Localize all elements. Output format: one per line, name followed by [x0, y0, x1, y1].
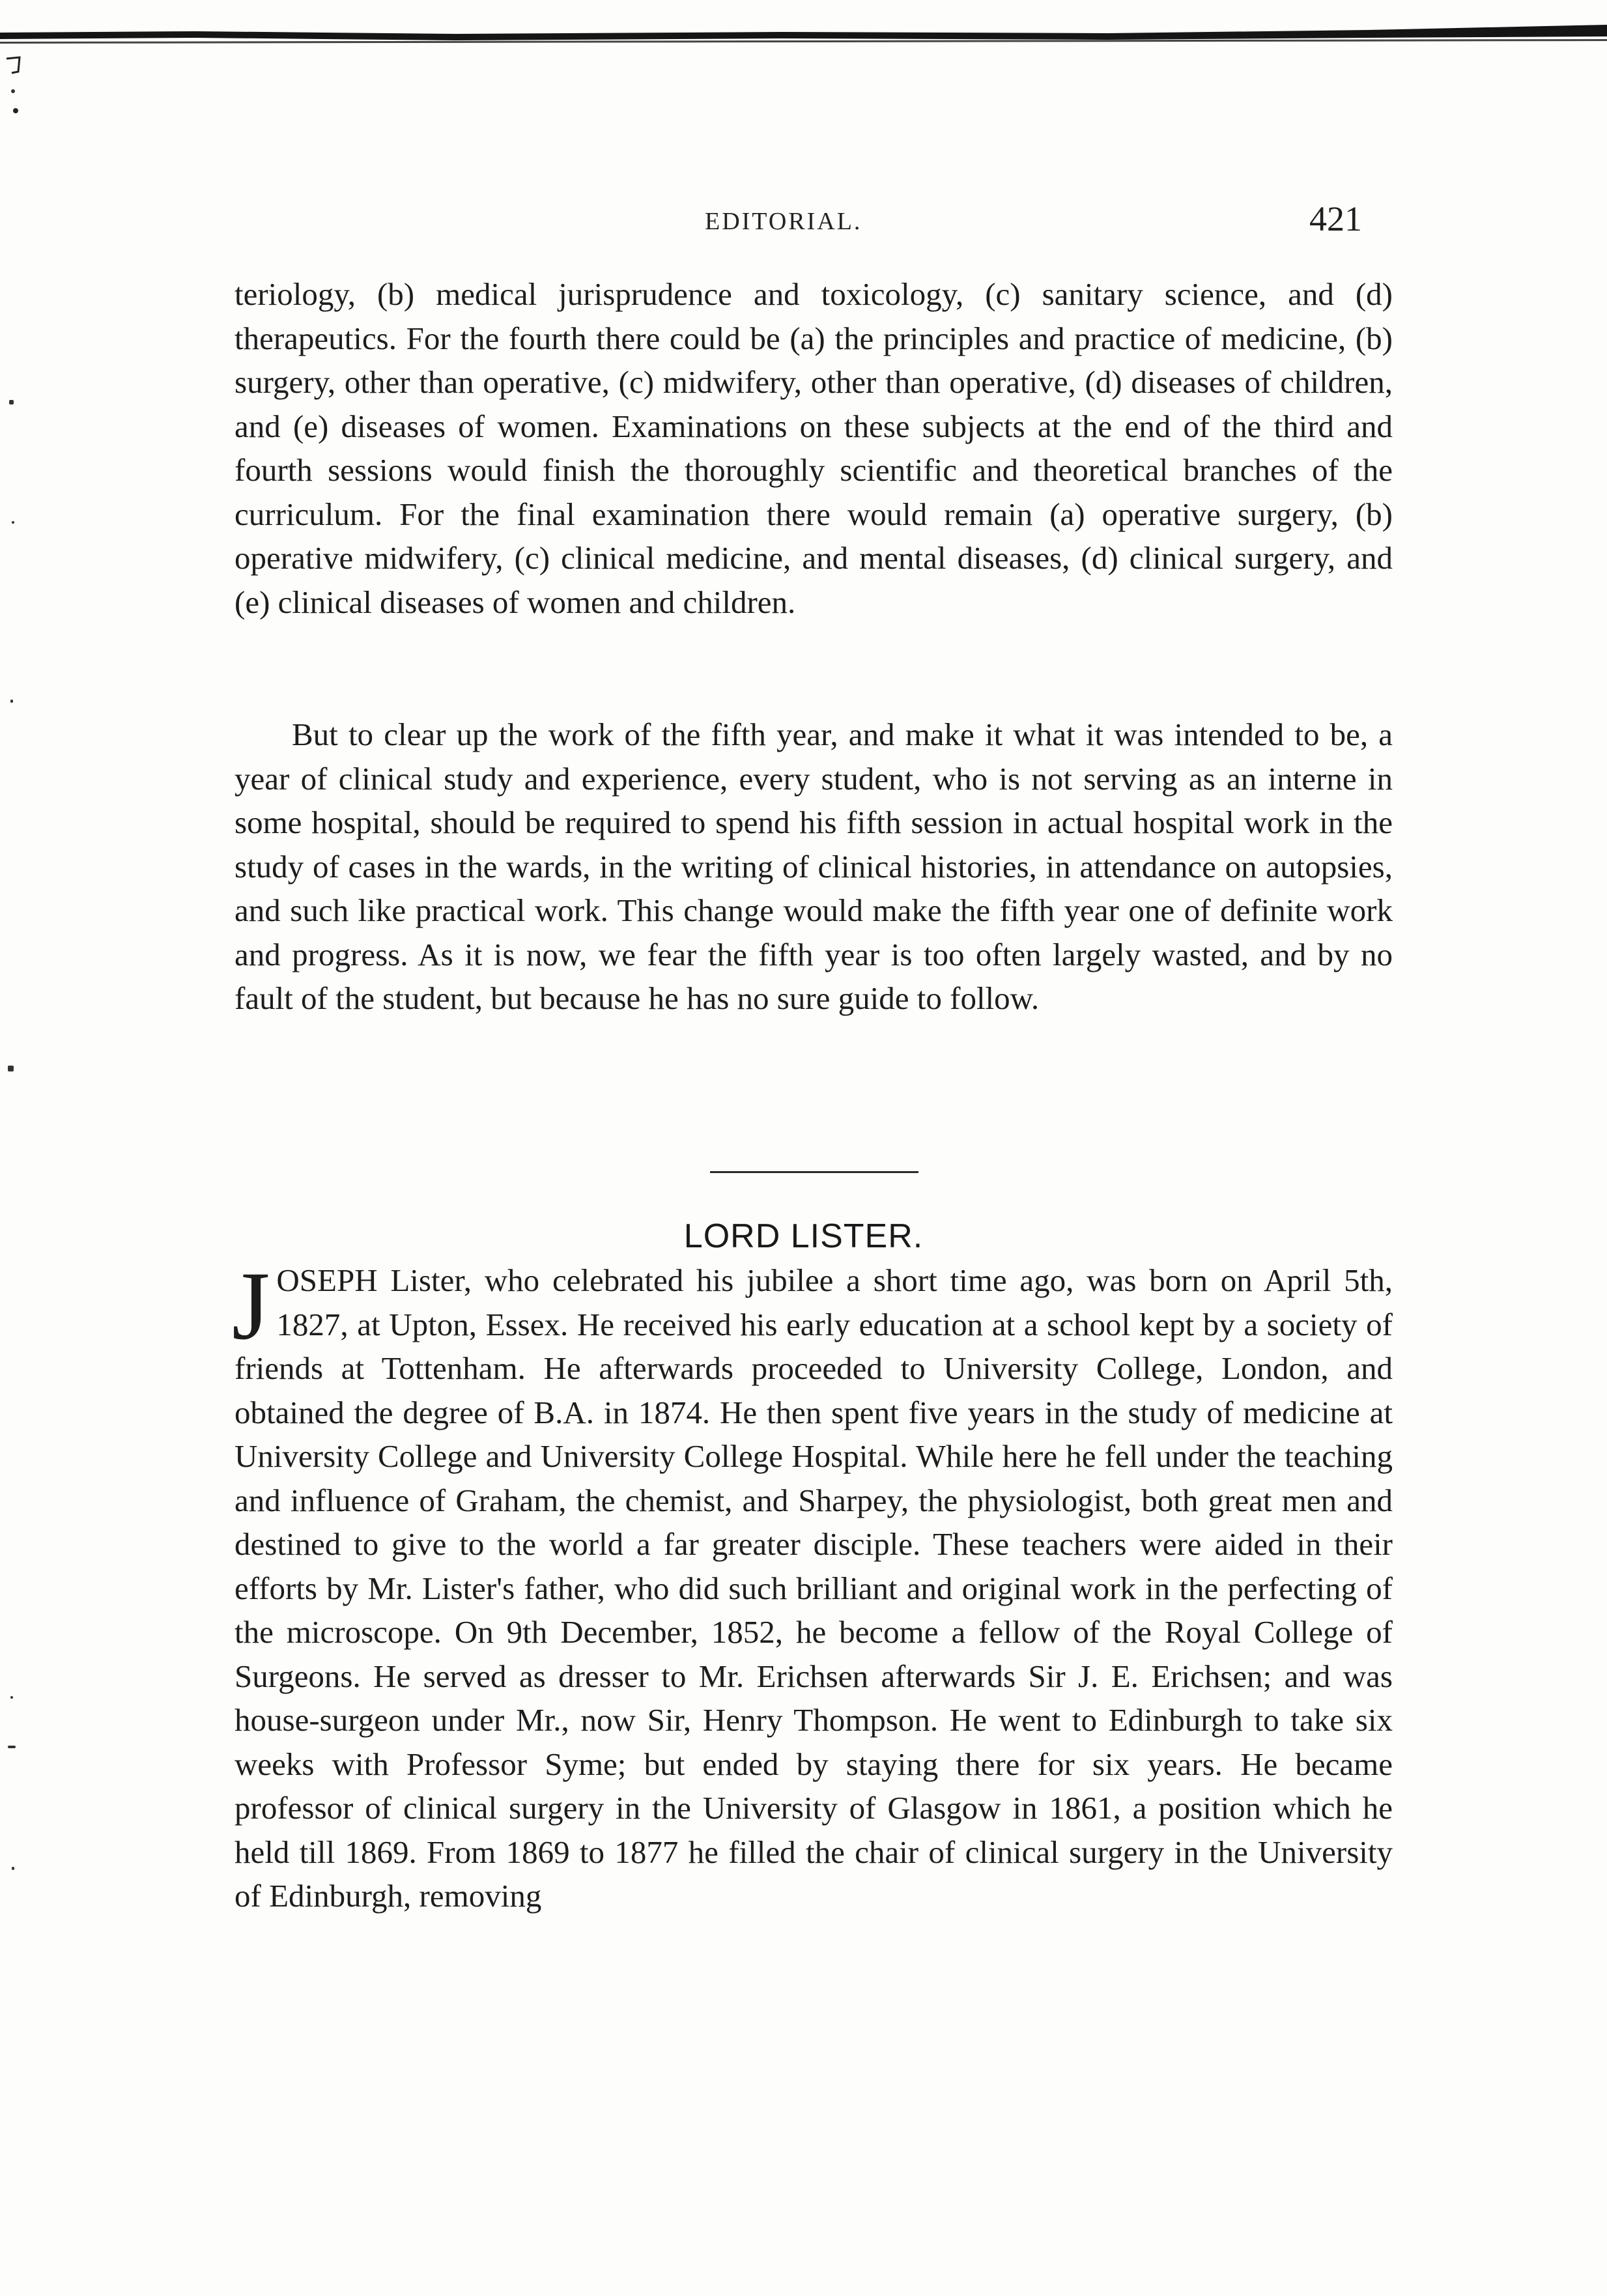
margin-mark	[8, 1746, 16, 1748]
section-title: LORD LISTER.	[683, 1217, 924, 1255]
paragraph-fifth-year	[235, 713, 1393, 1021]
section-divider	[710, 1171, 918, 1173]
margin-mark	[8, 1066, 14, 1071]
margin-mark	[12, 1867, 14, 1870]
lister-article-text: OSEPH Lister, who celebrated his jubilee a short time ago, was born on April 5th, 1827, at Upton, Essex. He received his early education at a school kept by a society of friends at Tottenham. He afterwards proceeded to University College, London, and obtained the degree of B.A. in 1874. He then spent five years in the study of medicine at University College and University College Hospital. While here he fell under the teaching and influence of Graham, the chemist, and Sharpey, the physiologist, both great men and destined to give to the world a far greater disciple. These teachers were aided in their efforts by Mr. Lister's father, who did such brilliant and original work in the perfecting of the microscope. On 9th December, 1852, he become a fellow of the Royal College of Surgeons. He served as dresser to Mr. Erichsen afterwards Sir J. E. Erichsen; and was house-surgeon under Mr., now Sir, Henry Thompson. He went to Edinburgh to take six weeks with Professor Syme; but ended by staying there for six years. He became professor of clinical surgery in the University of Glasgow in 1861, a position which he held till 1869. From 1869 to 1877 he filled the chair of clinical surgery in the University of Edinburgh, removing	[235, 1262, 1393, 1914]
corner-scan-mark	[5, 52, 25, 124]
margin-mark	[10, 700, 13, 703]
lister-article	[232, 1252, 1393, 1918]
margin-mark	[10, 1696, 13, 1699]
margin-mark	[12, 521, 14, 524]
running-head: EDITORIAL.	[705, 208, 862, 235]
paragraph-2-text: But to clear up the work of the fifth year, and make it what it was intended to be, a year of clinical study and experience, every student, who is not serving as an interne in some hospital, should be required to spend his fifth session in actual hospital work in the study of cases in the wards, in the writing of clinical histories, in attendance on autopsies, and such like practical work. This change would make the fifth year one of definite work and progress. As it is now, we fear the fifth year is too often largely wasted, and by no fault of the student, but because he has no sure guide to follow.	[235, 716, 1393, 1016]
page-number: 421	[1309, 199, 1362, 238]
paragraph-1-text: teriology, (b) medical jurisprudence and toxicology, (c) sanitary science, and (d) therapeutics. For the fourth there could be (a) the principles and practice of medicine, (b) surgery, other than operative, (c) midwifery, other than operative, (d) diseases of children, and (e) diseases of women. Examinations on these subjects at the end of the third and fourth sessions would finish the thoroughly scientific and theoretical branches of the curriculum. For the final examination there would remain (a) operative surgery, (b) operative midwifery, (c) clinical medicine, and mental diseases, (d) clinical surgery, and (e) clinical diseases of women and children.	[235, 276, 1393, 620]
margin-mark	[9, 400, 14, 404]
top-border-rule	[0, 18, 1607, 47]
paragraph-curriculum	[235, 272, 1393, 624]
drop-cap: J	[232, 1252, 270, 1360]
